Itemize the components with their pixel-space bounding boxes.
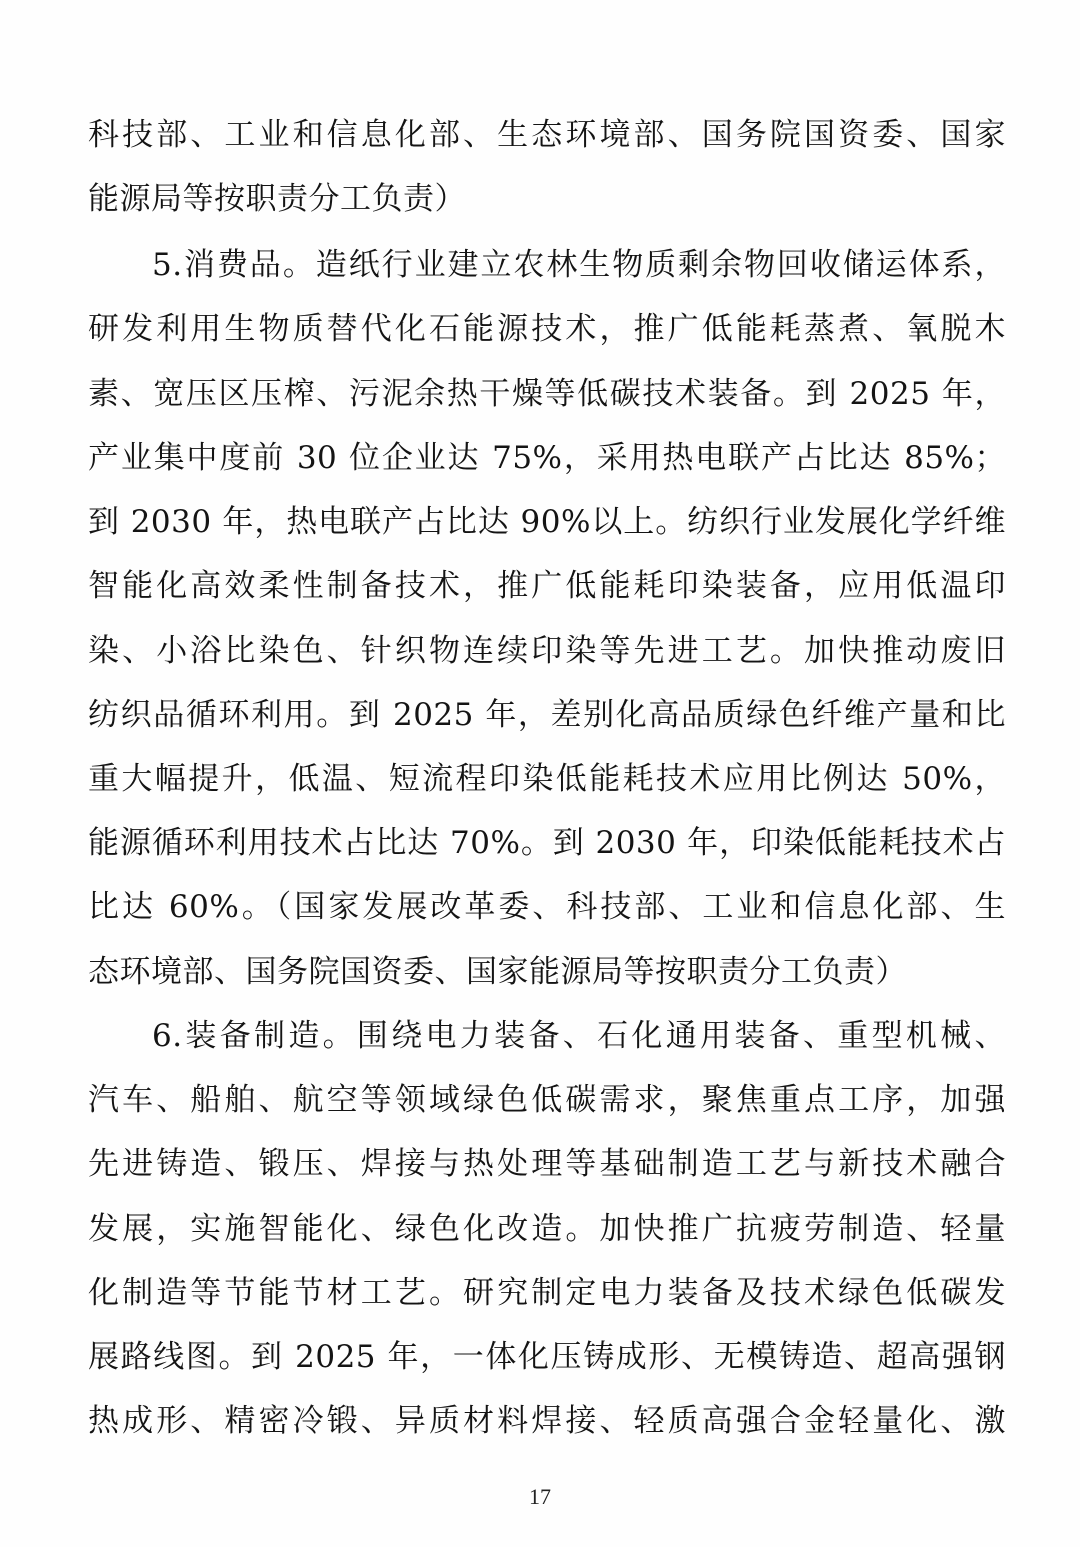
text-line: 汽车、船舶、航空等领域绿色低碳需求，聚焦重点工序，加强	[88, 1082, 1006, 1118]
text-line: 素、宽压区压榨、污泥余热干燥等低碳技术装备。到 2025 年，	[88, 376, 1006, 412]
paragraph-heading-equipment-manufacturing: 6.装备制造。围绕电力装备、石化通用装备、重型机械、	[152, 1018, 1006, 1054]
page-number: 17	[529, 1484, 551, 1509]
text-line: 智能化高效柔性制备技术，推广低能耗印染装备，应用低温印	[88, 568, 1006, 604]
text-line: 科技部、工业和信息化部、生态环境部、国务院国资委、国家	[88, 117, 1006, 153]
text-line: 先进铸造、锻压、焊接与热处理等基础制造工艺与新技术融合	[88, 1146, 1006, 1182]
text-line: 比达 60%。（国家发展改革委、科技部、工业和信息化部、生	[88, 889, 1006, 925]
text-line: 发展，实施智能化、绿色化改造。加快推广抗疲劳制造、轻量	[88, 1211, 1006, 1247]
text-line: 研发利用生物质替代化石能源技术，推广低能耗蒸煮、氧脱木	[88, 311, 1006, 347]
text-line: 能源局等按职责分工负责）	[88, 181, 466, 217]
text-line: 重大幅提升，低温、短流程印染低能耗技术应用比例达 50%，	[88, 761, 1006, 797]
text-line: 态环境部、国务院国资委、国家能源局等按职责分工负责）	[88, 954, 907, 990]
text-line: 展路线图。到 2025 年，一体化压铸成形、无模铸造、超高强钢	[88, 1339, 1006, 1375]
text-line: 能源循环利用技术占比达 70%。到 2030 年，印染低能耗技术占	[88, 825, 1006, 861]
text-line: 热成形、精密冷锻、异质材料焊接、轻质高强合金轻量化、激	[88, 1403, 1006, 1439]
text-line: 产业集中度前 30 位企业达 75%，采用热电联产占比达 85%；	[88, 440, 1006, 476]
text-line: 纺织品循环利用。到 2025 年，差别化高品质绿色纤维产量和比	[88, 697, 1006, 733]
text-line: 化制造等节能节材工艺。研究制定电力装备及技术绿色低碳发	[88, 1275, 1006, 1311]
text-line: 到 2030 年，热电联产占比达 90%以上。纺织行业发展化学纤维	[88, 504, 1006, 540]
paragraph-heading-consumer-goods: 5.消费品。造纸行业建立农林生物质剩余物回收储运体系，	[152, 247, 1006, 283]
text-line: 染、小浴比染色、针织物连续印染等先进工艺。加快推动废旧	[88, 633, 1006, 669]
